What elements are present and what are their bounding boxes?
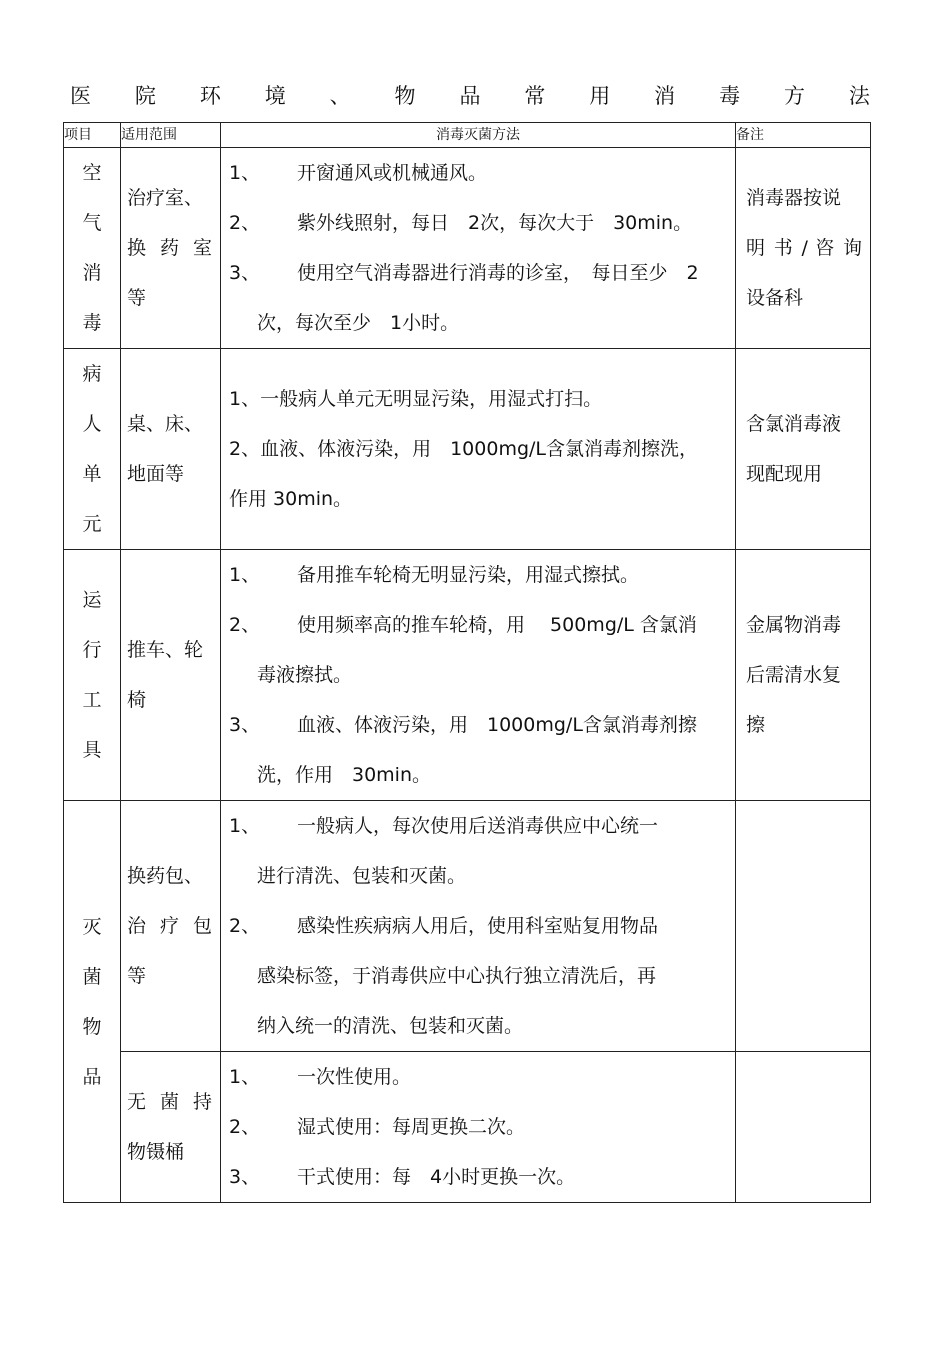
item-cell-patient <box>64 349 121 550</box>
scope-line: 无 菌 持 <box>127 1091 212 1113</box>
page-title <box>70 80 870 112</box>
item-text: 血液、体液污染，用 1000mg/L含氯消毒剂擦 <box>297 714 697 736</box>
method-item <box>229 248 725 298</box>
method-cell-air <box>221 148 736 349</box>
item-char: 行 <box>82 639 102 661</box>
scope-line: 等 <box>127 287 147 309</box>
title-char: 常 <box>524 84 546 108</box>
item-text: 一次性使用。 <box>297 1066 412 1088</box>
table-row-sterile-forceps <box>64 1052 871 1203</box>
note-line: 含氯消毒液 <box>746 413 842 435</box>
method-item-continued: 作用 30min。 <box>229 488 353 510</box>
method-item <box>229 1102 725 1152</box>
method-item <box>229 1052 725 1102</box>
item-number: 1、 <box>229 1066 261 1088</box>
item-number: 2、 <box>229 614 261 636</box>
item-char: 具 <box>82 739 102 761</box>
item-char: 毒 <box>82 312 102 334</box>
item-text: 进行清洗、包装和灭菌。 <box>257 865 467 887</box>
header-note: 备注 <box>736 123 871 148</box>
title-char: 法 <box>848 84 870 108</box>
method-item <box>229 600 725 650</box>
item-text: 紫外线照射，每日 2次，每次大于 30min。 <box>297 212 693 234</box>
note-line: 设备科 <box>746 287 804 309</box>
scope-line: 治 疗 包 <box>127 915 212 937</box>
item-char: 工 <box>82 689 102 711</box>
item-char: 运 <box>82 589 102 611</box>
method-item-continued <box>229 650 725 700</box>
scope-line: 推车、轮 <box>127 639 204 661</box>
note-line: 后需清水复 <box>746 664 842 686</box>
item-cell-air <box>64 148 121 349</box>
header-method: 消毒灭菌方法 <box>221 123 736 148</box>
item-number: 3、 <box>229 714 261 736</box>
item-number: 2、 <box>229 915 261 937</box>
note-line: 擦 <box>746 714 766 736</box>
title-char: 物 <box>394 84 416 108</box>
header-item: 项目 <box>64 123 121 148</box>
method-item-continued <box>229 750 725 800</box>
scope-cell-forceps <box>121 1052 221 1203</box>
method-item <box>229 1152 725 1202</box>
table-row-air <box>64 148 871 349</box>
note-cell-pack <box>736 801 871 1052</box>
method-item <box>229 700 725 750</box>
scope-cell-transport <box>121 550 221 801</box>
item-text: 使用空气消毒器进行消毒的诊室， 每日至少 2 <box>297 262 699 284</box>
item-text: 湿式使用：每周更换二次。 <box>297 1116 526 1138</box>
item-char: 菌 <box>82 965 102 988</box>
item-char: 病 <box>82 363 102 385</box>
item-char: 气 <box>82 212 102 234</box>
item-text: 感染标签，于消毒供应中心执行独立清洗后，再 <box>257 965 657 987</box>
scope-cell-pack <box>121 801 221 1052</box>
title-char: 院 <box>134 84 156 108</box>
scope-line: 等 <box>127 965 147 987</box>
item-number: 2、 <box>229 212 261 234</box>
title-char: 用 <box>589 84 611 108</box>
item-number: 2、 <box>229 1116 261 1138</box>
item-char: 空 <box>82 162 102 184</box>
scope-line: 治疗室、 <box>127 187 204 209</box>
item-text: 使用频率高的推车轮椅，用 500mg/L 含氯消 <box>297 614 697 636</box>
note-line: 明 书 / 咨 询 <box>746 237 862 259</box>
method-item <box>229 198 725 248</box>
note-line: 金属物消毒 <box>746 614 842 636</box>
method-item-continued <box>229 851 725 901</box>
title-char: 品 <box>459 84 481 108</box>
method-cell-patient <box>221 349 736 550</box>
table-row-sterile-pack <box>64 801 871 1052</box>
method-item-continued <box>229 298 725 348</box>
item-text: 开窗通风或机械通风。 <box>297 162 488 184</box>
item-text: 感染性疾病病人用后，使用科室贴复用物品 <box>297 915 659 937</box>
item-text: 纳入统一的清洗、包装和灭菌。 <box>257 1015 524 1037</box>
method-item-continued <box>229 951 725 1001</box>
scope-line: 椅 <box>127 689 147 711</box>
item-text: 毒液擦拭。 <box>257 664 353 686</box>
method-item: 2、血液、体液污染，用 1000mg/L含氯消毒剂擦洗， <box>229 438 698 460</box>
method-item <box>229 901 725 951</box>
title-char: 境 <box>264 84 286 108</box>
scope-line: 地面等 <box>127 463 185 485</box>
header-scope: 适用范围 <box>121 123 221 148</box>
note-cell-transport <box>736 550 871 801</box>
note-line: 消毒器按说 <box>746 187 842 209</box>
title-char: 环 <box>199 84 221 108</box>
method-item <box>229 148 725 198</box>
note-cell-air <box>736 148 871 349</box>
table-header-row <box>64 123 871 148</box>
title-char: 、 <box>329 84 351 108</box>
scope-line: 换药包、 <box>127 865 204 887</box>
method-cell-transport <box>221 550 736 801</box>
item-number: 3、 <box>229 1166 261 1188</box>
method-cell-forceps <box>221 1052 736 1203</box>
method-item <box>229 801 725 851</box>
table-row-patient <box>64 349 871 550</box>
item-number: 3、 <box>229 262 261 284</box>
item-char: 物 <box>82 1015 102 1038</box>
item-char: 元 <box>82 513 102 535</box>
item-number: 1、 <box>229 815 261 837</box>
title-char: 消 <box>654 84 676 108</box>
note-cell-patient <box>736 349 871 550</box>
title-char: 医 <box>70 84 91 108</box>
method-item-continued <box>229 1001 725 1051</box>
item-cell-transport <box>64 550 121 801</box>
scope-cell-patient <box>121 349 221 550</box>
scope-line: 物镊桶 <box>127 1141 185 1163</box>
method-cell-pack <box>221 801 736 1052</box>
item-char: 灭 <box>82 915 102 938</box>
title-char: 方 <box>783 84 805 108</box>
scope-line: 换 药 室 <box>127 237 212 259</box>
item-cell-sterile <box>64 801 121 1203</box>
item-char: 单 <box>82 463 102 485</box>
item-text: 次，每次至少 1小时。 <box>257 312 460 334</box>
item-char: 品 <box>82 1065 102 1088</box>
item-number: 1、 <box>229 162 261 184</box>
item-char: 消 <box>82 262 102 284</box>
item-number: 1、 <box>229 564 261 586</box>
disinfection-table <box>63 122 871 1203</box>
scope-line: 桌、床、 <box>127 413 204 435</box>
note-cell-forceps <box>736 1052 871 1203</box>
item-text: 洗，作用 30min。 <box>257 764 432 786</box>
item-text: 备用推车轮椅无明显污染，用湿式擦拭。 <box>297 564 640 586</box>
title-char: 毒 <box>719 84 741 108</box>
item-text: 干式使用：每 4小时更换一次。 <box>297 1166 576 1188</box>
method-item <box>229 550 725 600</box>
method-item: 1、一般病人单元无明显污染，用湿式打扫。 <box>229 388 603 410</box>
scope-cell-air <box>121 148 221 349</box>
item-char: 人 <box>82 413 102 435</box>
table-row-transport <box>64 550 871 801</box>
item-text: 一般病人，每次使用后送消毒供应中心统一 <box>297 815 659 837</box>
note-line: 现配现用 <box>746 463 823 485</box>
